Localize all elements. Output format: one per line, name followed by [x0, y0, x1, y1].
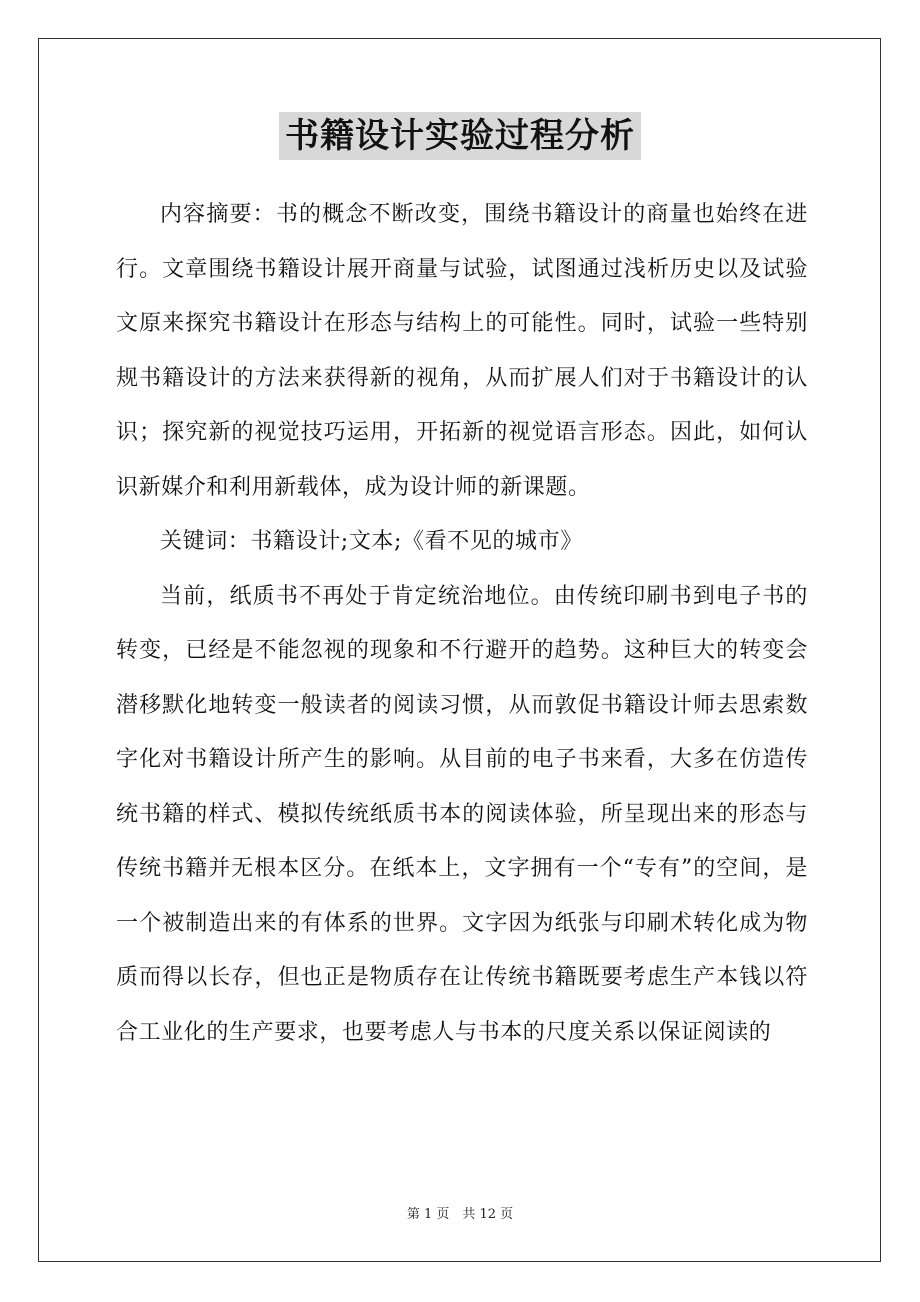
document-body [116, 188, 808, 1060]
abstract-paragraph: 内容摘要：书的概念不断改变，围绕书籍设计的商量也始终在进行。文章围绕书籍设计展开商量与试验，试图通过浅析历史以及试验文原来探究书籍设计在形态与结构上的可能性。同时，试验一些特别规书籍设计的方法来获得新的视角，从而扩展人们对于书籍设计的认识；探究新的视觉技巧运用，开拓新的视觉语言形态。因此，如何认识新媒介和利用新载体，成为设计师的新课题。 [116, 202, 808, 500]
body-paragraph: 当前，纸质书不再处于肯定统治地位。由传统印刷书到电子书的转变，已经是不能忽视的现象和不行避开的趋势。这种巨大的转变会潜移默化地转变一般读者的阅读习惯，从而敦促书籍设计师去思索数字化对书籍设计所产生的影响。从目前的电子书来看，大多在仿造传统书籍的样式、模拟传统纸质书本的阅读体验，所呈现出来的形态与传统书籍并无根本区分。在纸本上，文字拥有一个“专有”的空间，是一个被制造出来的有体系的世界。文字因为纸张与印刷术转化成为物质而得以长存，但也正是物质存在让传统书籍既要考虑生产本钱以符合工业化的生产要求，也要考虑人与书本的尺度关系以保证阅读的 [116, 583, 808, 1045]
page-footer: 第 1 页 共 12 页 [406, 1207, 514, 1222]
keywords-paragraph: 关键词：书籍设计;文本;《看不见的城市》 [160, 529, 583, 554]
document-title: 书籍设计实验过程分析 [279, 112, 641, 160]
title-container [0, 112, 920, 160]
